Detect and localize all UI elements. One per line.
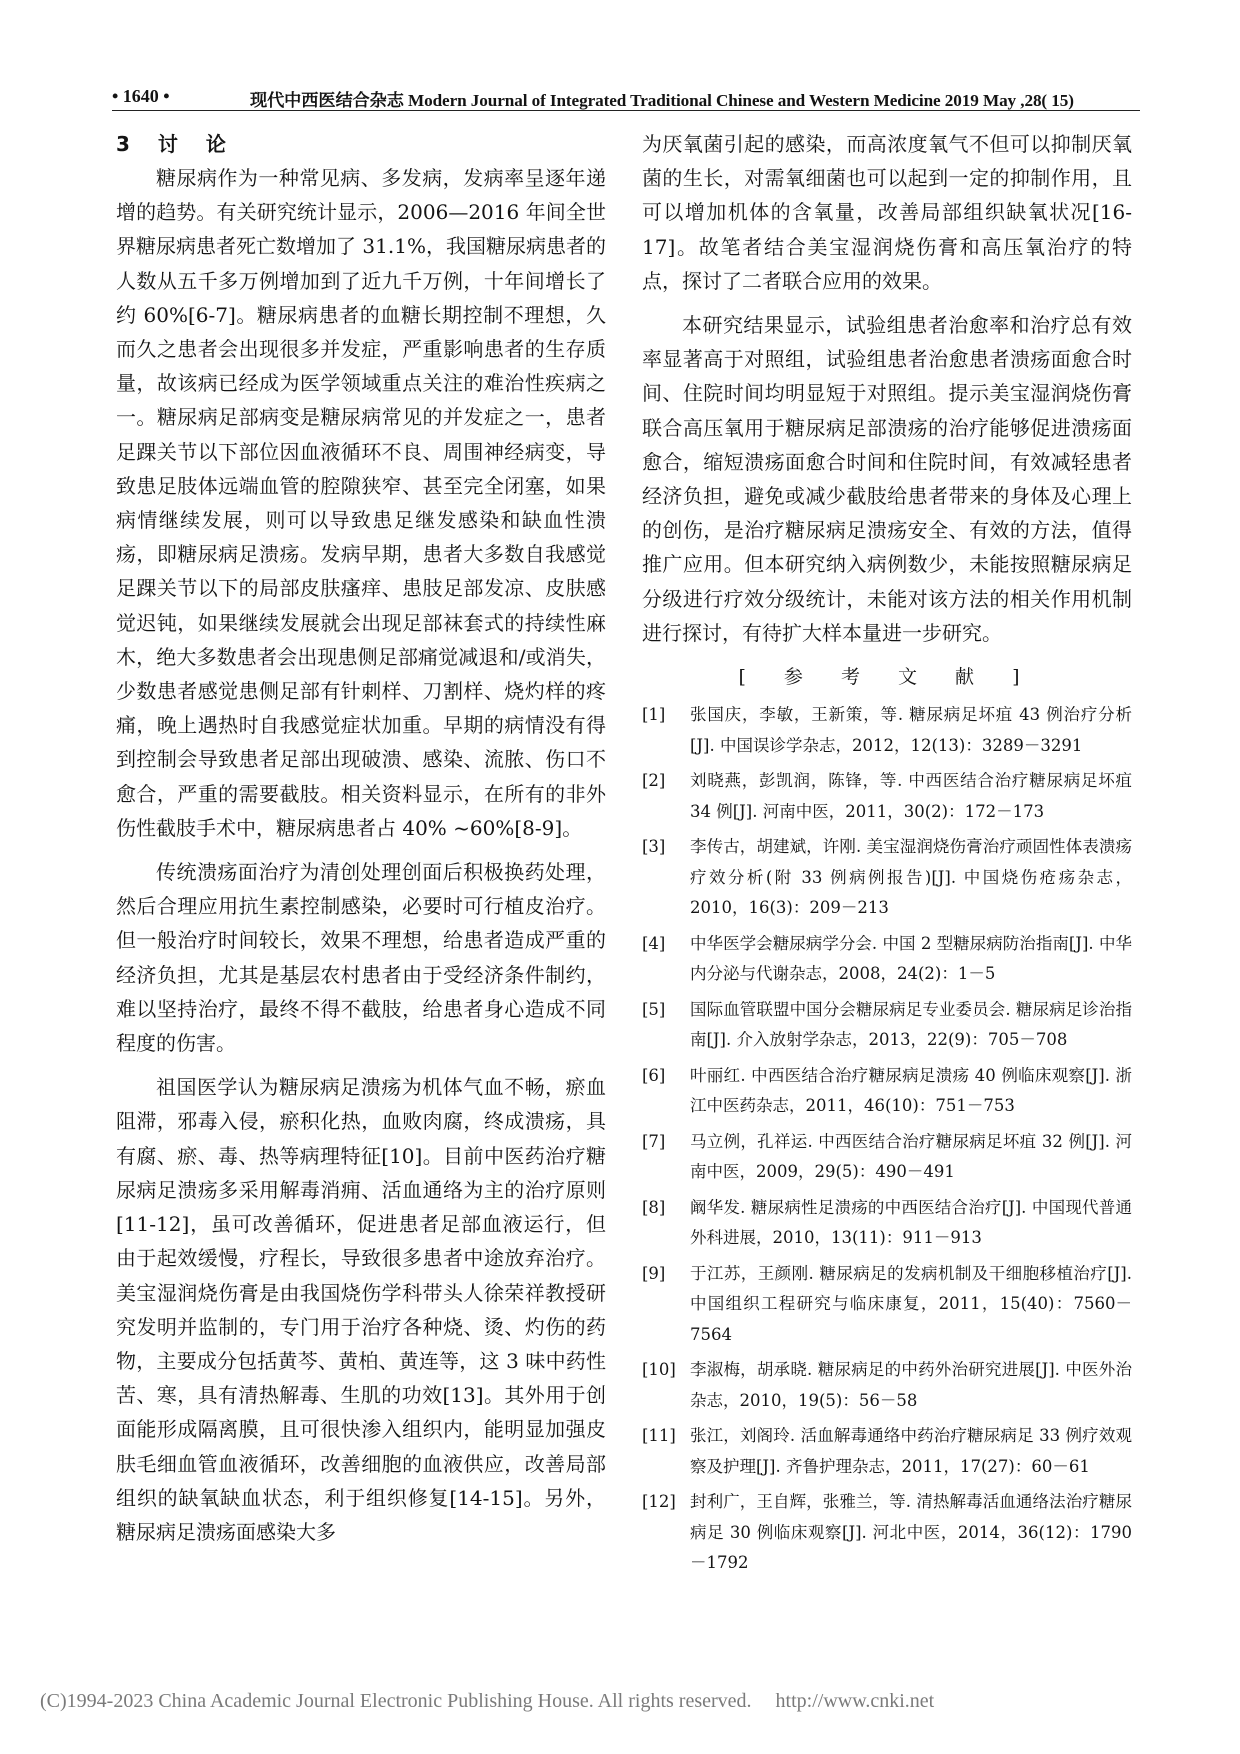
reference-item — [642, 766, 1132, 827]
paragraph: 传统溃疡面治疗为清创处理创面后积极换药处理，然后合理应用抗生素控制感染，必要时可行植皮治疗。但一般治疗时间较长，效果不理想，给患者造成严重的经济负担，尤其是基层农村患者由于受经济条件制约，难以坚持治疗，最终不得不截肢，给患者身心造成不同程度的伤害。 — [116, 860, 606, 1056]
reference-tag: [12] — [642, 1492, 676, 1512]
journal-title: 现代中西医结合杂志 Modern Journal of Integrated Traditional Chinese and Western Medicine 2019 May ,28( 15) — [250, 91, 1074, 110]
reference-text: 国际血管联盟中国分会糖尿病足专业委员会. 糖尿病足诊治指南[J]. 介入放射学杂志，2013，22(9)：705－708 — [690, 999, 1132, 1050]
reference-text: 马立例，孔祥运. 中西医结合治疗糖尿病足坏疽 32 例[J]. 河南中医，2009，29(5)：490－491 — [690, 1131, 1132, 1182]
reference-item — [642, 1127, 1132, 1188]
reference-item — [642, 1487, 1132, 1579]
section-number: 3 — [116, 132, 130, 156]
reference-item — [642, 1421, 1132, 1482]
header-rule — [112, 110, 1140, 111]
copyright-text: (C)1994-2023 China Academic Journal Electronic Publishing House. All rights reserved. — [40, 1690, 752, 1712]
reference-tag: [6] — [642, 1065, 666, 1085]
section-title: 讨论 — [157, 132, 254, 156]
reference-text: 李传古，胡建斌，许刚. 美宝湿润烧伤膏治疗顽固性体表溃疡疗效分析(附 33 例病例报告)[J]. 中国烧伤疮疡杂志，2010，16(3)：209－213 — [690, 837, 1132, 918]
right-column — [642, 127, 1132, 1584]
paragraph: 本研究结果显示，试验组患者治愈率和治疗总有效率显著高于对照组，试验组患者治愈患者溃疡面愈合时间、住院时间均明显短于对照组。提示美宝湿润烧伤膏联合高压氧用于糖尿病足部溃疡的治疗能够促进溃疡面愈合，缩短溃疡面愈合时间和住院时间，有效减轻患者经济负担，避免或减少截肢给患者带来的身体及心理上的创伤，是治疗糖尿病足溃疡安全、有效的方法，值得推广应用。但本研究纳入病例数少，未能按照糖尿病足分级进行疗效分级统计，未能对该方法的相关作用机制进行探讨，有待扩大样本量进一步研究。 — [642, 313, 1132, 645]
paragraph: 为厌氧菌引起的感染，而高浓度氧气不但可以抑制厌氧菌的生长，对需氧细菌也可以起到一定的抑制作用，且可以增加机体的含氧量，改善局部组织缺氧状况[16-17]。故笔者结合美宝湿润烧伤膏和高压氧治疗的特点，探讨了二者联合应用的效果。 — [642, 132, 1132, 293]
reference-text: 张江，刘阁玲. 活血解毒通络中药治疗糖尿病足 33 例疗效观察及护理[J]. 齐鲁护理杂志，2011，17(27)：60－61 — [690, 1426, 1132, 1476]
reference-text: 中华医学会糖尿病学分会. 中国 2 型糖尿病防治指南[J]. 中华内分泌与代谢杂志，2008，24(2)：1－5 — [690, 933, 1132, 984]
reference-text: 张国庆，李敏，王新策，等. 糖尿病足坏疽 43 例治疗分析[J]. 中国误诊学杂志，2012，12(13)：3289－3291 — [690, 705, 1132, 755]
reference-tag: [3] — [642, 837, 666, 857]
reference-item — [642, 1259, 1132, 1351]
footer-url[interactable]: http://www.cnki.net — [775, 1690, 935, 1712]
reference-tag: [9] — [642, 1263, 666, 1283]
references-heading: [ 参 考 文 献 ] — [738, 666, 1036, 689]
reference-tag: [4] — [642, 933, 666, 953]
reference-text: 于江苏，王颜刚. 糖尿病足的发病机制及干细胞移植治疗[J]. 中国组织工程研究与临床康复，2011，15(40)：7560－7564 — [690, 1263, 1132, 1344]
page-footer — [40, 1690, 1200, 1713]
reference-item — [642, 1193, 1132, 1254]
reference-tag: [8] — [642, 1197, 666, 1217]
reference-text: 封利广，王自辉，张雅兰，等. 清热解毒活血通络法治疗糖尿病足 30 例临床观察[J]. 河北中医，2014，36(12)：1790－1792 — [690, 1492, 1132, 1573]
paragraph: 糖尿病作为一种常见病、多发病，发病率呈逐年递增的趋势。有关研究统计显示，2006—2016 年间全世界糖尿病患者死亡数增加了 31.1%，我国糖尿病患者的人数从五千多万例增加到了近九千万例，十年间增长了约 60%[6-7]。糖尿病患者的血糖长期控制不理想，久而久之患者会出现很多并发症，严重影响患者的生存质量，故该病已经成为医学领域重点关注的难治性疾病之一。糖尿病足部病变是糖尿病常见的并发症之一，患者足踝关节以下部位因血液循环不良、周围神经病变，导致患足肢体远端血管的腔隙狭窄、甚至完全闭塞，如果病情继续发展，则可以导致患足继发感染和缺血性溃疡，即糖尿病足溃疡。发病早期，患者大多数自我感觉足踝关节以下的局部皮肤瘙痒、患肢足部发凉、皮肤感觉迟钝，如果继续发展就会出现足部袜套式的持续性麻木，绝大多数患者会出现患侧足部痛觉减退和/或消失，少数患者感觉患侧足部有针刺样、刀割样、烧灼样的疼痛，晚上遇热时自我感觉症状加重。早期的病情没有得到控制会导致患者足部出现破溃、感染、流脓、伤口不愈合，严重的需要截肢。相关资料显示，在所有的非外伤性截肢手术中，糖尿病患者占 40% ~60%[8-9]。 — [116, 166, 606, 840]
reference-text: 叶丽红. 中西医结合治疗糖尿病足溃疡 40 例临床观察[J]. 浙江中医药杂志，2011，46(10)：751－753 — [690, 1065, 1132, 1116]
reference-item — [642, 700, 1132, 761]
reference-item — [642, 1355, 1132, 1416]
reference-item — [642, 929, 1132, 990]
reference-tag: [5] — [642, 999, 666, 1019]
reference-tag: [7] — [642, 1131, 666, 1151]
reference-text: 李淑梅，胡承晓. 糖尿病足的中药外治研究进展[J]. 中医外治杂志，2010，19(5)：56－58 — [690, 1360, 1132, 1410]
reference-tag: [1] — [642, 705, 666, 725]
reference-list — [642, 700, 1132, 1579]
paragraph: 祖国医学认为糖尿病足溃疡为机体气血不畅，瘀血阻滞，邪毒入侵，瘀积化热，血败肉腐，终成溃疡，具有腐、瘀、毒、热等病理特征[10]。目前中医药治疗糖尿病足溃疡多采用解毒消痈、活血通络为主的治疗原则[11-12]，虽可改善循环，促进患者足部血液运行，但由于起效缓慢，疗程长，导致很多患者中途放弃治疗。美宝湿润烧伤膏是由我国烧伤学科带头人徐荣祥教授研究发明并监制的，专门用于治疗各种烧、烫、灼伤的药物，主要成分包括黄芩、黄柏、黄连等，这 3 味中药性苦、寒，具有清热解毒、生肌的功效[13]。其外用于创面能形成隔离膜，且可很快渗入组织内，能明显加强皮肤毛细血管血液循环，改善细胞的血液供应，改善局部组织的缺氧缺血状态，利于组织修复[14-15]。另外，糖尿病足溃疡面感染大多 — [116, 1075, 606, 1544]
reference-text: 阚华发. 糖尿病性足溃疡的中西医结合治疗[J]. 中国现代普通外科进展，2010，13(11)：911－913 — [690, 1197, 1132, 1248]
reference-tag: [2] — [642, 771, 666, 791]
reference-item — [642, 995, 1132, 1056]
reference-item — [642, 1061, 1132, 1122]
reference-text: 刘晓燕，彭凯润，陈锋，等. 中西医结合治疗糖尿病足坏疽 34 例[J]. 河南中医，2011，30(2)：172－173 — [690, 771, 1132, 821]
page-header — [112, 80, 1140, 112]
page-number: • 1640 • — [112, 86, 170, 106]
reference-tag: [10] — [642, 1360, 676, 1380]
left-column — [116, 127, 606, 1549]
reference-tag: [11] — [642, 1426, 676, 1446]
section-heading — [116, 127, 606, 161]
reference-item — [642, 832, 1132, 924]
